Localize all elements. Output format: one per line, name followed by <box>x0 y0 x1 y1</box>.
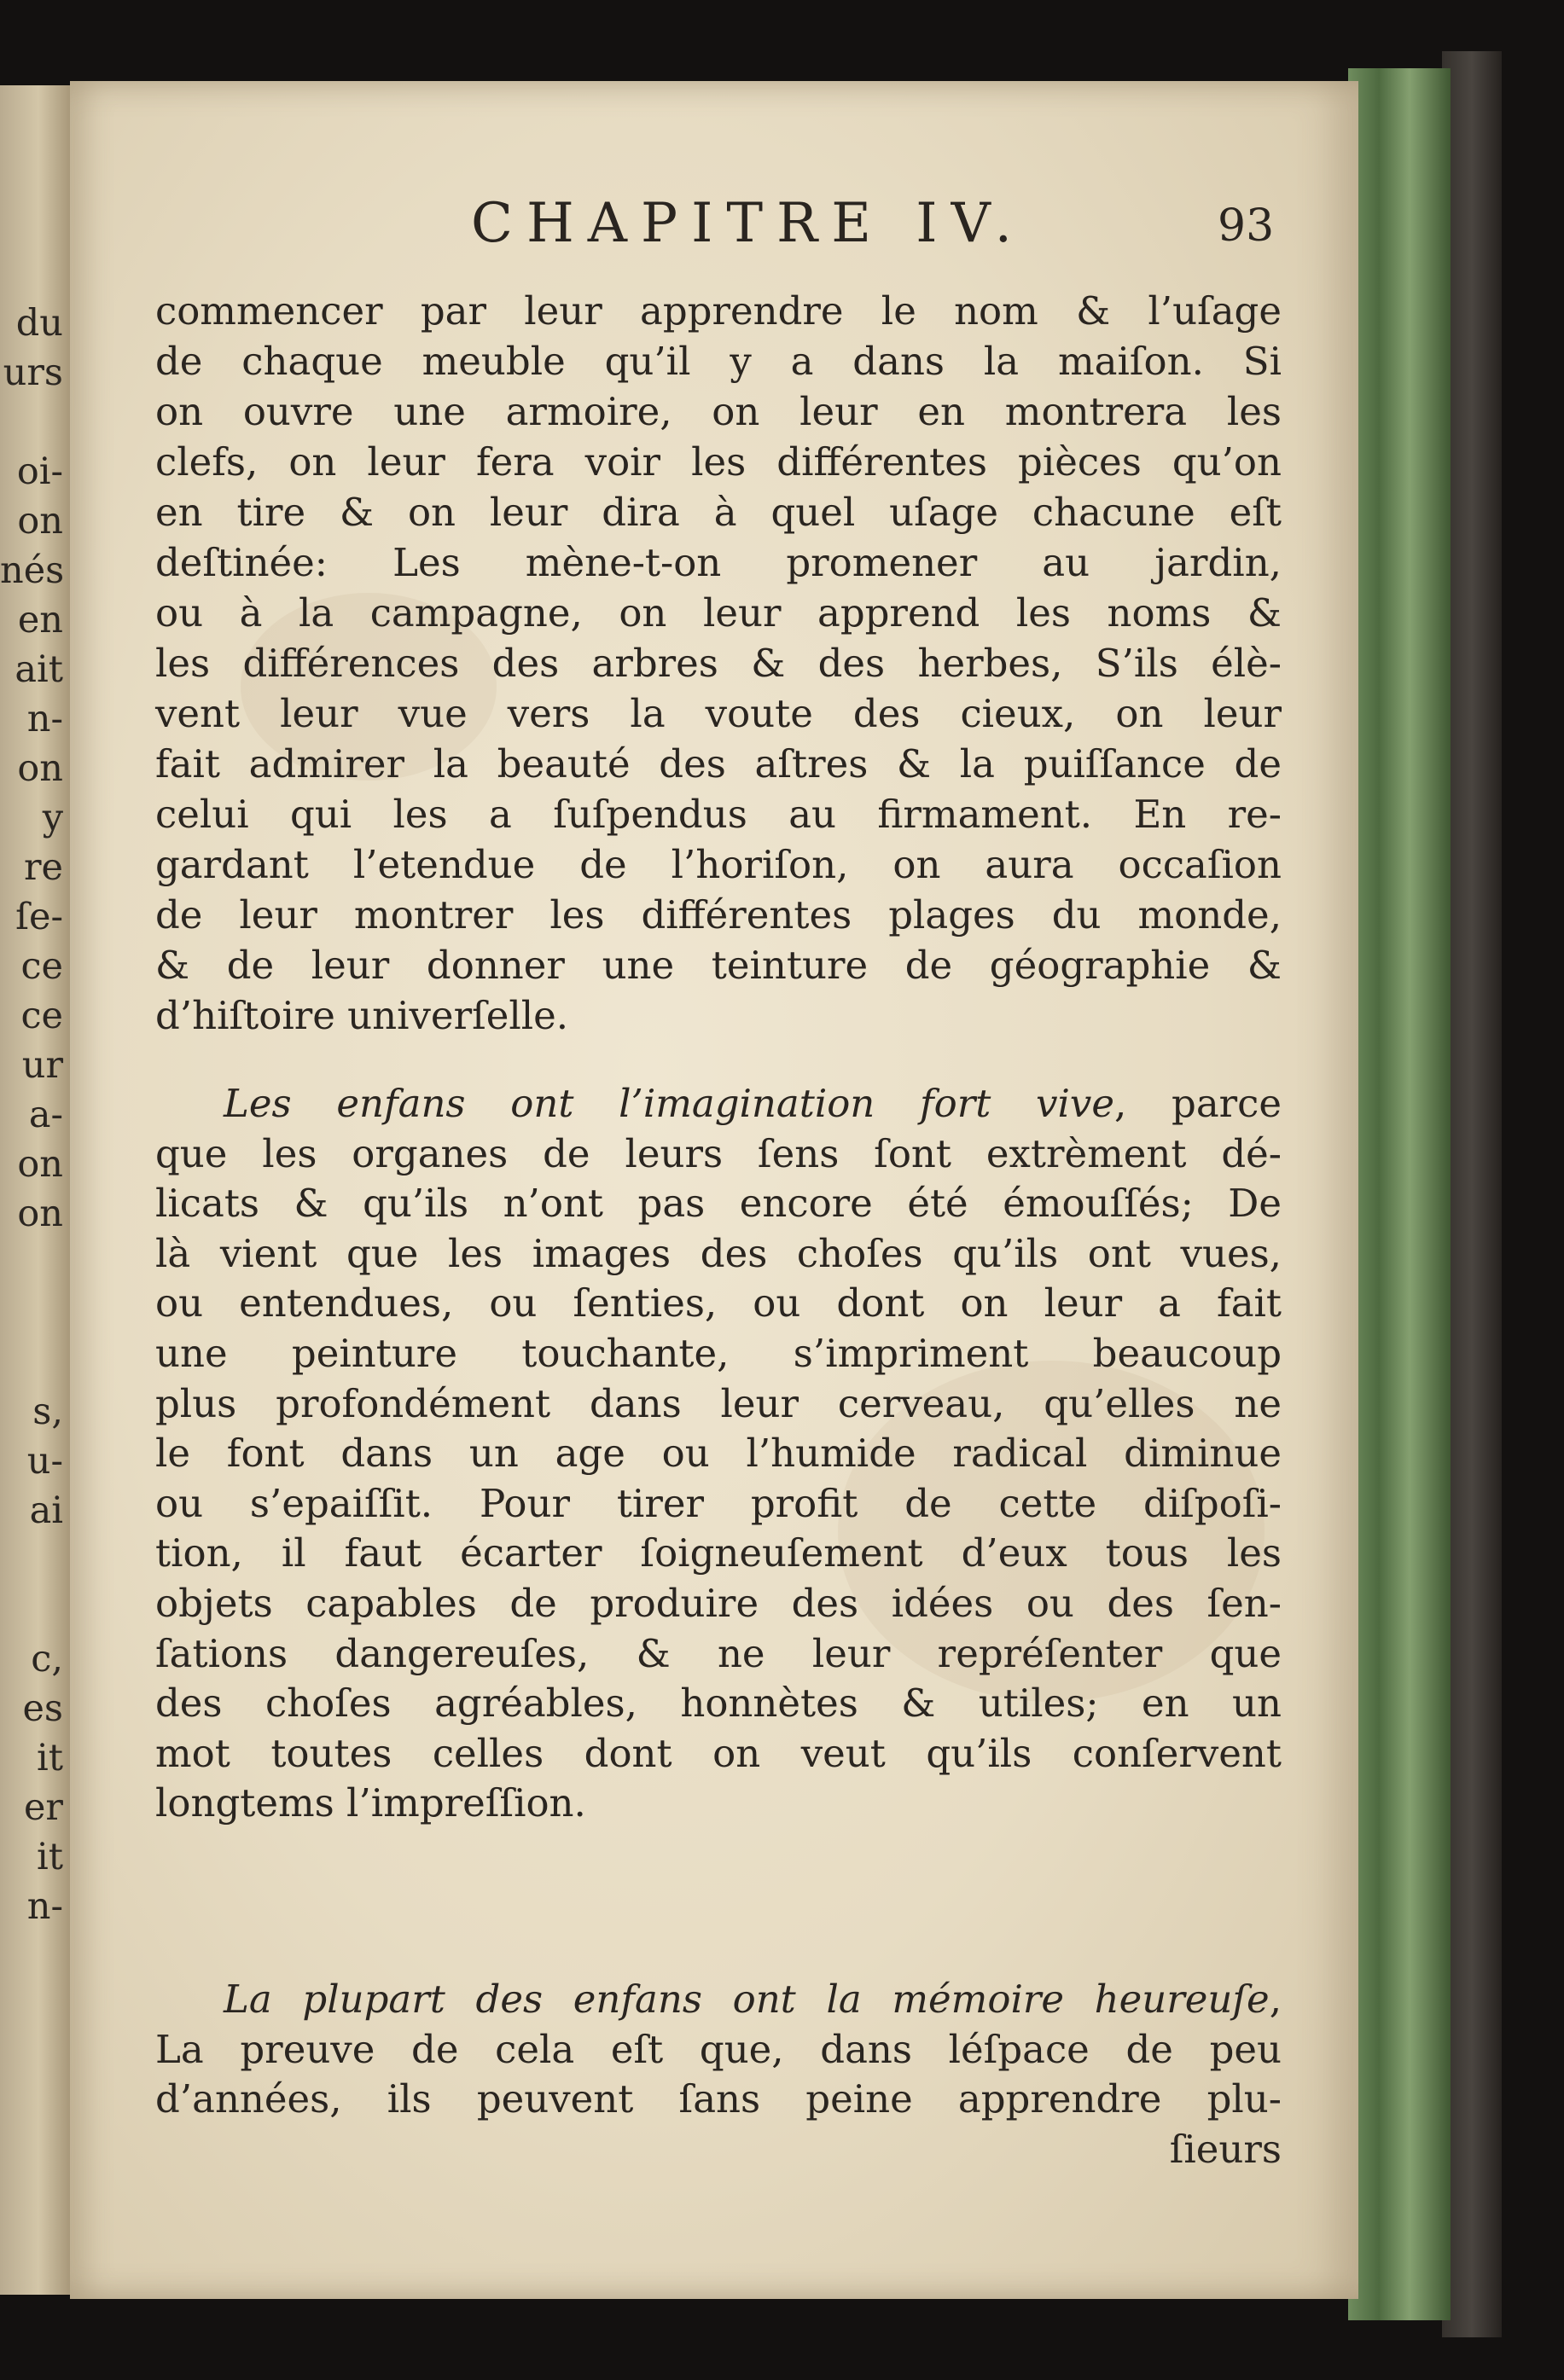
text-line: mot toutes celles dont on veut qu’ils conſervent <box>155 1730 1282 1776</box>
text-line: tion, il faut écarter ſoigneuſement d’eux tous les <box>155 1530 1282 1576</box>
left-page-fragment: es <box>22 1687 63 1730</box>
left-page-fragment: on <box>17 1193 63 1235</box>
paragraph-1 <box>155 286 1282 1041</box>
paragraph-2-lead-rest: , parce <box>1113 1081 1282 1126</box>
text-line: deſtinée: Les mène-t-on promener au jardin, <box>155 540 1282 585</box>
left-page-fragment: c, <box>31 1638 63 1681</box>
left-page-fragment: on <box>17 1143 63 1186</box>
text-line: ou à la campagne, on leur apprend les noms & <box>155 590 1282 636</box>
text-line: les différences des arbres & des herbes, S’ils élè- <box>155 641 1282 686</box>
text-line: vent leur vue vers la voute des cieux, on leur <box>155 691 1282 736</box>
chapter-title: CHAPITRE IV. <box>471 192 1026 255</box>
left-page-fragment: ait <box>15 648 63 691</box>
left-page-fragment: ai <box>29 1489 63 1532</box>
left-page-fragment: ur <box>21 1044 63 1087</box>
left-page-fragment <box>0 1239 70 1288</box>
text-line: ſations dangereuſes, & ne leur repréſenter que <box>155 1630 1282 1676</box>
text-line: licats & qu’ils n’ont pas encore été émouſſés; De <box>155 1181 1282 1227</box>
text-line: ou entendues, ou ſenties, ou dont on leur a fait <box>155 1280 1282 1326</box>
paragraph-3-lead-line <box>155 1975 1282 2025</box>
left-page-edge <box>0 85 70 2295</box>
text-line: La preuve de cela eſt que, dans léſpace de peu <box>155 2026 1282 2072</box>
text-line: gardant l’etendue de l’horiſon, on aura occaſion <box>155 842 1282 887</box>
book-page <box>70 81 1358 2299</box>
text-line: que les organes de leurs ſens ſont extrèment dé- <box>155 1130 1282 1176</box>
left-page-fragment <box>0 1585 70 1634</box>
text-line: d’années, ils peuvent ſans peine apprendre plu- <box>155 2076 1282 2122</box>
left-page-fragment: u- <box>26 1440 63 1483</box>
catchword: ſieurs <box>1169 2126 1282 2172</box>
left-page-fragment <box>0 1288 70 1338</box>
left-page-fragment: en <box>17 599 63 641</box>
green-page-edges <box>1348 68 1451 2320</box>
text-line: le font dans un age ou l’humide radical diminue <box>155 1431 1282 1477</box>
paragraph-3-italic-lead: La plupart des enfans ont la mémoire heureuſe <box>224 1977 1270 2022</box>
paragraph-3 <box>155 1975 1282 2174</box>
text-line: de leur montrer les différentes plages du monde, <box>155 892 1282 937</box>
text-line: de chaque meuble qu’il y a dans la maiſon. Si <box>155 339 1282 384</box>
left-page-fragment: ſe- <box>15 896 63 938</box>
text-line: commencer par leur apprendre le nom & l’uſage <box>155 288 1282 334</box>
page-header <box>155 192 1282 269</box>
left-page-fragment: on <box>17 747 63 790</box>
left-page-fragment: re <box>23 846 63 889</box>
left-page-fragment: on <box>17 500 63 543</box>
text-line: objets capables de produire des idées ou des ſen- <box>155 1580 1282 1626</box>
left-page-fragment <box>0 398 70 447</box>
left-page-text-fragments <box>0 299 70 1931</box>
left-page-fragment: s, <box>32 1390 63 1433</box>
paragraph-2-lead-line <box>155 1079 1282 1129</box>
text-line: & de leur donner une teinture de géographie & <box>155 943 1282 988</box>
book-cover-edge <box>1442 51 1502 2337</box>
left-page-fragment: it <box>36 1836 63 1878</box>
paragraph-2-italic-lead: Les enfans ont l’imagination fort vive <box>224 1081 1114 1126</box>
text-line: longtems l’impreſſion. <box>155 1780 586 1826</box>
left-page-fragment: a- <box>28 1094 63 1136</box>
left-page-fragment: nés <box>0 549 65 592</box>
text-line: en tire & on leur dira à quel uſage chacune eſt <box>155 490 1282 535</box>
text-line: une peinture touchante, s’impriment beaucoup <box>155 1330 1282 1376</box>
paragraph-3-lead-rest: , <box>1269 1977 1282 2022</box>
left-page-fragment: oi- <box>16 450 63 493</box>
text-line: fait admirer la beauté des aſtres & la puiſſance de <box>155 741 1282 787</box>
text-line: celui qui les a ſuſpendus au firmament. En re- <box>155 792 1282 837</box>
text-line: ou s’epaiſſit. Pour tirer profit de cette diſpoſi- <box>155 1480 1282 1526</box>
page-number: 93 <box>1218 200 1275 252</box>
left-page-fragment: er <box>23 1786 63 1829</box>
left-page-fragment: n- <box>26 698 63 740</box>
text-line: plus profondément dans leur cerveau, qu’elles ne <box>155 1380 1282 1426</box>
text-line: on ouvre une armoire, on leur en montrera les <box>155 389 1282 434</box>
left-page-fragment: y <box>42 797 63 839</box>
paragraph-2 <box>155 1079 1282 1829</box>
left-page-fragment: ce <box>20 945 63 988</box>
left-page-fragment <box>0 1338 70 1387</box>
left-page-fragment: du <box>15 302 63 345</box>
left-page-fragment: ce <box>20 995 63 1037</box>
text-line: d’hiſtoire univerſelle. <box>155 993 569 1038</box>
left-page-fragment: it <box>36 1737 63 1779</box>
left-page-fragment: urs <box>3 351 63 394</box>
text-line: là vient que les images des choſes qu’ils ont vues, <box>155 1230 1282 1276</box>
text-line: des choſes agréables, honnètes & utiles; en un <box>155 1681 1282 1727</box>
text-line: clefs, on leur fera voir les différentes pièces qu’on <box>155 439 1282 485</box>
left-page-fragment: n- <box>26 1885 63 1928</box>
left-page-fragment <box>0 1535 70 1585</box>
